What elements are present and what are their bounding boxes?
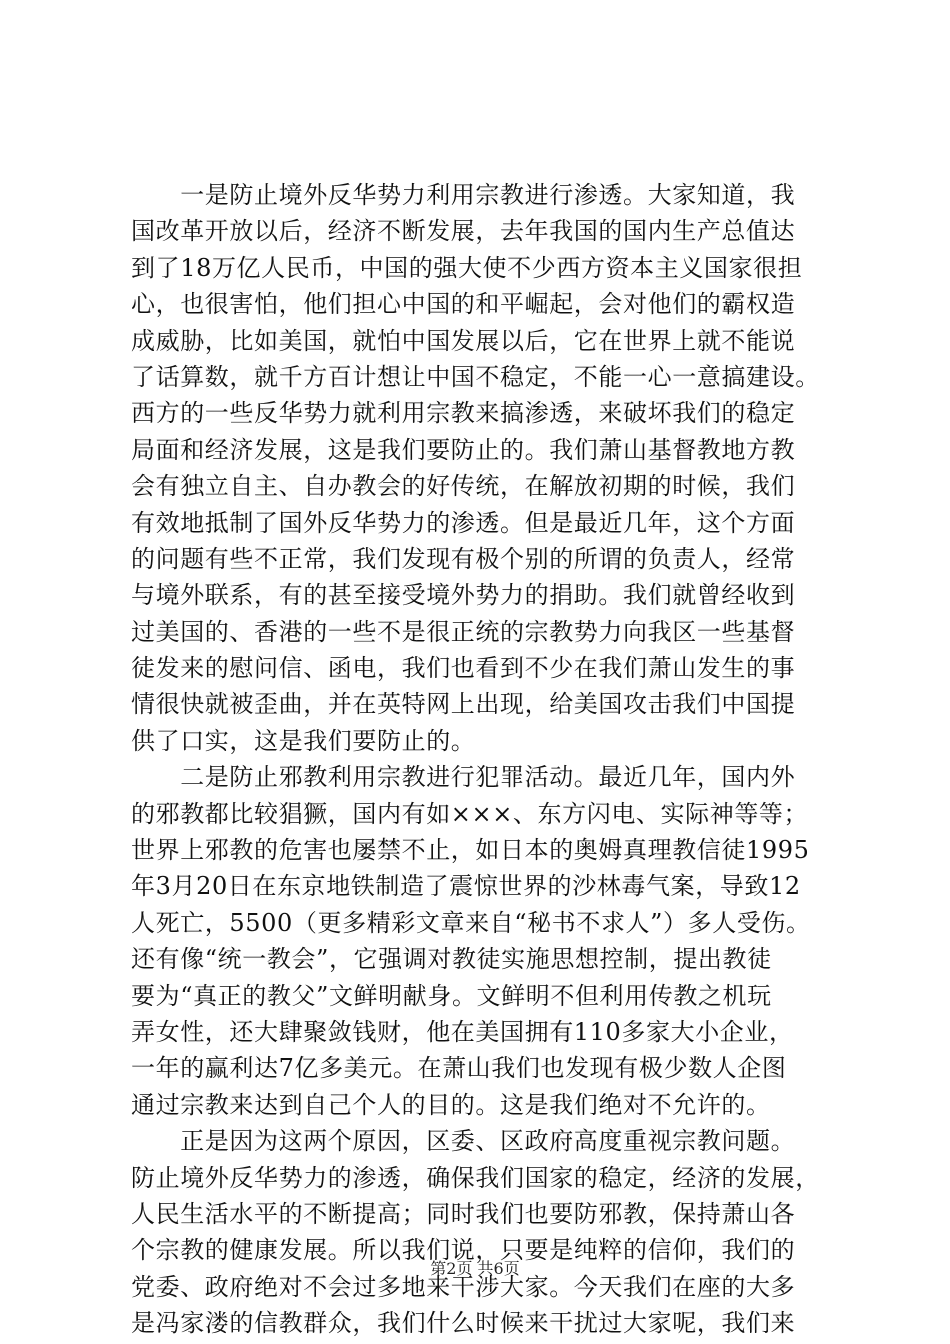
text-line: 了话算数，就千方百计想让中国不稳定，不能一心一意搞建设。 <box>131 362 820 391</box>
text-line: 二是防止邪教利用宗教进行犯罪活动。最近几年，国内外 <box>131 763 796 792</box>
text-line: 世界上邪教的危害也屡禁不止，如日本的奥姆真理教信徒1995 <box>131 836 810 865</box>
text-line: 人民生活水平的不断提高；同时我们也要防邪教，保持萧山各 <box>131 1199 796 1228</box>
text-line: 有效地抵制了国外反华势力的渗透。但是最近几年，这个方面 <box>131 508 796 537</box>
text-line: 防止境外反华势力的渗透，确保我们国家的稳定，经济的发展， <box>131 1163 820 1192</box>
text-line: 一是防止境外反华势力利用宗教进行渗透。大家知道，我 <box>131 181 796 209</box>
text-line: 通过宗教来达到自己个人的目的。这是我们绝对不允许的。 <box>131 1090 771 1119</box>
text-line: 与境外联系，有的甚至接受境外势力的捐助。我们就曾经收到 <box>131 581 796 610</box>
text-line: 西方的一些反华势力就利用宗教来搞渗透，来破坏我们的稳定 <box>131 399 796 428</box>
text-line: 一年的赢利达7亿多美元。在萧山我们也发现有极少数人企图 <box>131 1054 787 1083</box>
text-line: 弄女性，还大肆聚敛钱财，他在美国拥有110多家大小企业， <box>131 1017 794 1046</box>
text-line: 到了18万亿人民币，中国的强大使不少西方资本主义国家很担 <box>131 253 803 282</box>
text-line: 年3月20日在东京地铁制造了震惊世界的沙林毒气案，导致12 <box>131 872 801 901</box>
page-footer: 第2页 共6页 <box>430 1259 520 1278</box>
text-line: 个宗教的健康发展。所以我们说，只要是纯粹的信仰，我们的 <box>131 1236 796 1265</box>
text-line: 徒发来的慰问信、函电，我们也看到不少在我们萧山发生的事 <box>131 654 796 683</box>
text-line: 的问题有些不正常，我们发现有极个别的所谓的负责人，经常 <box>131 544 796 573</box>
text-line: 局面和经济发展，这是我们要防止的。我们萧山基督教地方教 <box>131 435 796 464</box>
text-line: 过美国的、香港的一些不是很正统的宗教势力向我区一些基督 <box>131 617 796 646</box>
text-line: 要为“真正的教父”文鲜明献身。文鲜明不但利用传教之机玩 <box>131 981 772 1010</box>
text-line: 国改革开放以后，经济不断发展，去年我国的国内生产总值达 <box>131 217 796 246</box>
text-line: 成威胁，比如美国，就怕中国发展以后，它在世界上就不能说 <box>131 326 796 355</box>
text-line: 情很快就被歪曲，并在英特网上出现，给美国攻击我们中国提 <box>131 690 796 719</box>
text-line: 供了口实，这是我们要防止的。 <box>131 726 476 755</box>
text-line: 正是因为这两个原因，区委、区政府高度重视宗教问题。 <box>131 1127 796 1156</box>
text-line: 党委、政府绝对不会过多地来干涉大家。今天我们在座的大多 <box>131 1272 796 1301</box>
text-line: 还有像“统一教会”，它强调对教徒实施思想控制，提出教徒 <box>131 945 772 974</box>
document-body <box>131 177 831 1342</box>
text-line: 是冯家溇的信教群众，我们什么时候来干扰过大家呢，我们来 <box>131 1309 796 1338</box>
text-line: 心，也很害怕，他们担心中国的和平崛起，会对他们的霸权造 <box>131 290 796 319</box>
text-line: 人死亡，5500（更多精彩文章来自“秘书不求人”）多人受伤。 <box>131 908 811 937</box>
text-line: 的邪教都比较猖獗，国内有如×××、东方闪电、实际神等等； <box>131 799 809 828</box>
text-line: 会有独立自主、自办教会的好传统，在解放初期的时候，我们 <box>131 472 796 501</box>
